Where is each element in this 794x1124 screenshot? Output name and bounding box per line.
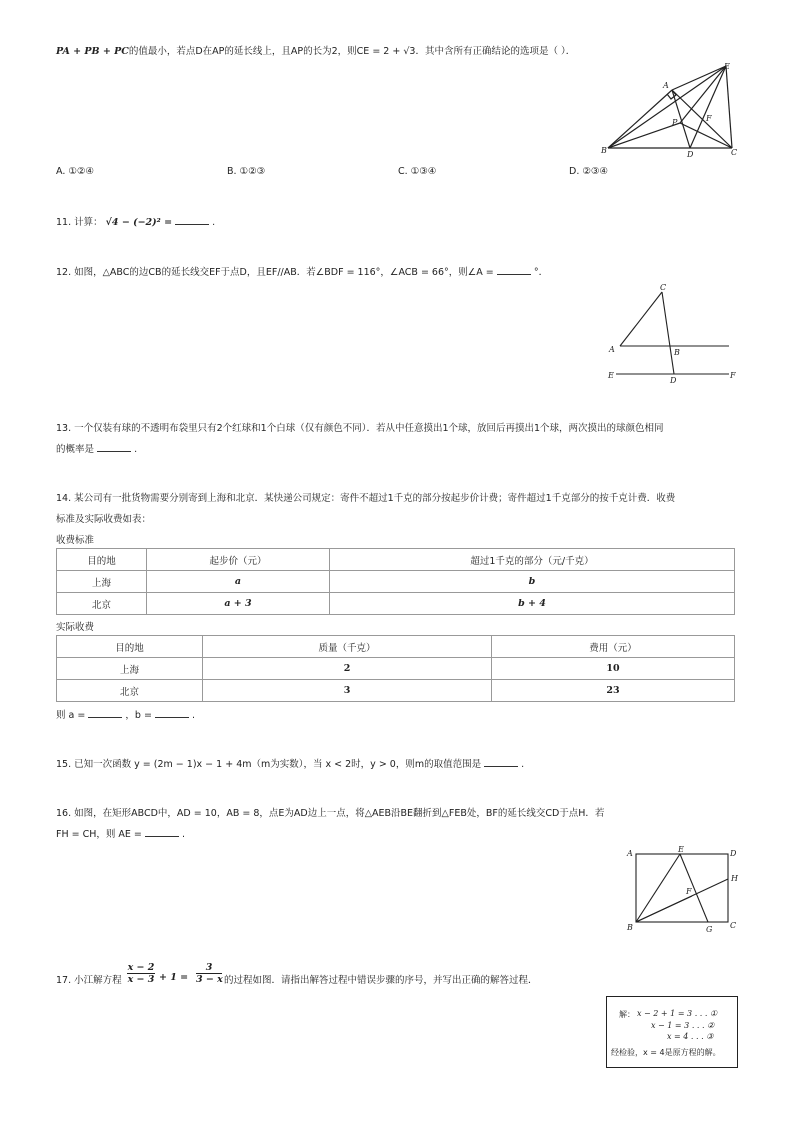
q16-label-e: E [678,846,684,854]
q17-fraction1 [127,962,155,985]
table-row [57,658,735,680]
table-cell: 上海 [57,658,203,680]
table-cell: a + 3 [147,593,330,615]
q14-line2: 标准及实际收费如表： [56,514,152,525]
q14-end: . [191,710,195,721]
q17-fraction2 [196,962,222,985]
table-cell: b + 4 [330,593,735,615]
table-cell: 3 [203,680,492,702]
q11-answer-blank[interactable] [175,215,209,225]
q17-solution-head: 解： [619,1010,635,1019]
q10-label-a: A [663,81,669,90]
q10-math: PA + PB + PC [56,46,129,57]
q16-label-h: H [731,874,738,883]
table-cell: a [147,571,330,593]
table-row [57,636,735,658]
q17-fraction2-denominator: 3 − x [196,974,223,985]
q10-label-d: D [687,150,694,159]
q16-line2-text: FH = CH，则 AE = [56,829,142,840]
q13-line2 [56,441,137,455]
table-header-cell: 目的地 [57,636,203,658]
table-header-cell: 超过1千克的部分（元/千克） [330,549,735,571]
table-header-cell: 目的地 [57,549,147,571]
q10-statement [56,43,575,57]
q16-figure [622,846,746,938]
q10-option-c: C. ①③④ [398,166,437,177]
q11-end: . [212,217,216,228]
table-row [57,549,735,571]
q15-statement [56,756,524,770]
table-row [57,680,735,702]
q14-answer [56,707,195,721]
table-header-cell: 费用（元） [492,636,735,658]
table-header-cell: 起步价（元） [147,549,330,571]
q10-option-b: B. ①②③ [227,166,266,177]
table-cell: b [330,571,735,593]
q11-label: 11. 计算： [56,217,103,228]
q10-option-d: D. ②③④ [569,166,608,177]
q16-label-d: D [730,849,737,858]
q14-table2-title: 实际收费 [56,622,95,633]
table-row [57,571,735,593]
table-cell: 北京 [57,593,147,615]
q10-label-f: F [706,114,712,123]
q12-label-f: F [730,371,736,380]
q14-fee-standard-table [56,548,735,615]
q12-figure [604,282,744,386]
q12-label-b: B [674,348,680,357]
q10-label-e: E [724,62,730,71]
q16-answer-blank[interactable] [145,827,179,837]
q12-end: °． [533,267,549,278]
q17-solution-step3: x = 4 . . . ③ [667,1032,714,1041]
table-header-cell: 质量（千克） [203,636,492,658]
q11-statement [56,214,215,228]
q12-label-e: E [608,371,614,380]
table-cell: 北京 [57,680,203,702]
q14-answer-b-label: ，b = [125,710,152,721]
q14-actual-fee-table [56,635,735,702]
q14-line1: 14. 某公司有一批货物需要分别寄到上海和北京．某快递公司规定：寄件不超过1千克的部分按起步价计费；寄件超过1千克部分的按千克计费．收费 [56,493,676,504]
q14-answer-a-blank[interactable] [88,708,122,718]
q10-label-c: C [731,148,738,157]
q16-label-g: G [706,925,713,934]
q14-table1-title: 收费标准 [56,535,95,546]
q10-label-b: B [601,146,607,155]
table-cell: 2 [203,658,492,680]
q17-solution-box [606,996,738,1068]
q16-label-b: B [627,923,633,932]
q15-text: 15. 已知一次函数 y = (2m − 1)x − 1 + 4m（m为实数），当 x < 2时，y > 0，则m的取值范围是 [56,759,482,770]
q10-figure [596,60,746,160]
q16-line1: 16. 如图，在矩形ABCD中，AD = 10，AB = 8，点E为AD边上一点，将△AEB沿BE翻折到△FEB处，BF的延长线交CD于点H．若 [56,808,605,819]
table-cell: 上海 [57,571,147,593]
q13-end: . [134,444,138,455]
q12-text: 12. 如图，△ABC的边CB的延长线交EF于点D，且EF//AB．若∠BDF = 116°，∠ACB = 66°，则∠A = [56,267,494,278]
q17-prefix: 17. 小江解方程 [56,975,122,986]
table-row [57,593,735,615]
q14-answer-b-blank[interactable] [155,708,189,718]
q15-answer-blank[interactable] [484,757,518,767]
q16-label-c: C [730,921,737,930]
table-cell: 23 [492,680,735,702]
q10-option-a: A. ①②④ [56,166,94,177]
table-cell: 10 [492,658,735,680]
q17-solution-step2: x − 1 = 3 . . . ② [651,1021,715,1030]
q12-statement [56,264,548,278]
q13-answer-blank[interactable] [97,442,131,452]
q14-answer-a-label: 则 a = [56,710,86,721]
q17-plus-one: + 1 = [159,972,189,983]
q17-solution-step1: x − 2 + 1 = 3 . . . ① [637,1009,718,1018]
q16-line2 [56,826,185,840]
q16-label-a: A [627,849,633,858]
q16-end: . [181,829,185,840]
q13-line2-text: 的概率是 [56,444,95,455]
q12-answer-blank[interactable] [497,265,531,275]
q17-solution-check: 经检验，x = 4是原方程的解。 [611,1048,721,1057]
q11-expression: √4 − (−2)² = [105,217,173,228]
q17-fraction2-numerator: 3 [196,962,222,974]
q17-fraction1-numerator: x − 2 [127,962,155,973]
q12-label-a: A [609,345,615,354]
q16-label-f: F [686,887,692,896]
q10-label-p: P [672,118,678,127]
q15-end: . [521,759,525,770]
q10-text: 的值最小，若点D在AP的延长线上，且AP的长为2，则CE = 2 + √3．其中含所有正确结论的选项是（ ）． [128,46,576,57]
q17-fraction1-denominator: x − 3 [127,974,155,985]
q17-suffix: 的过程如图．请指出解答过程中错误步骤的序号，并写出正确的解答过程． [224,975,538,986]
q12-label-c: C [660,283,667,292]
q12-label-d: D [670,376,677,385]
q13-line1: 13. 一个仅装有球的不透明布袋里只有2个红球和1个白球（仅有颜色不同）．若从中任意摸出1个球，放回后再摸出1个球，两次摸出的球颜色相同 [56,423,664,434]
